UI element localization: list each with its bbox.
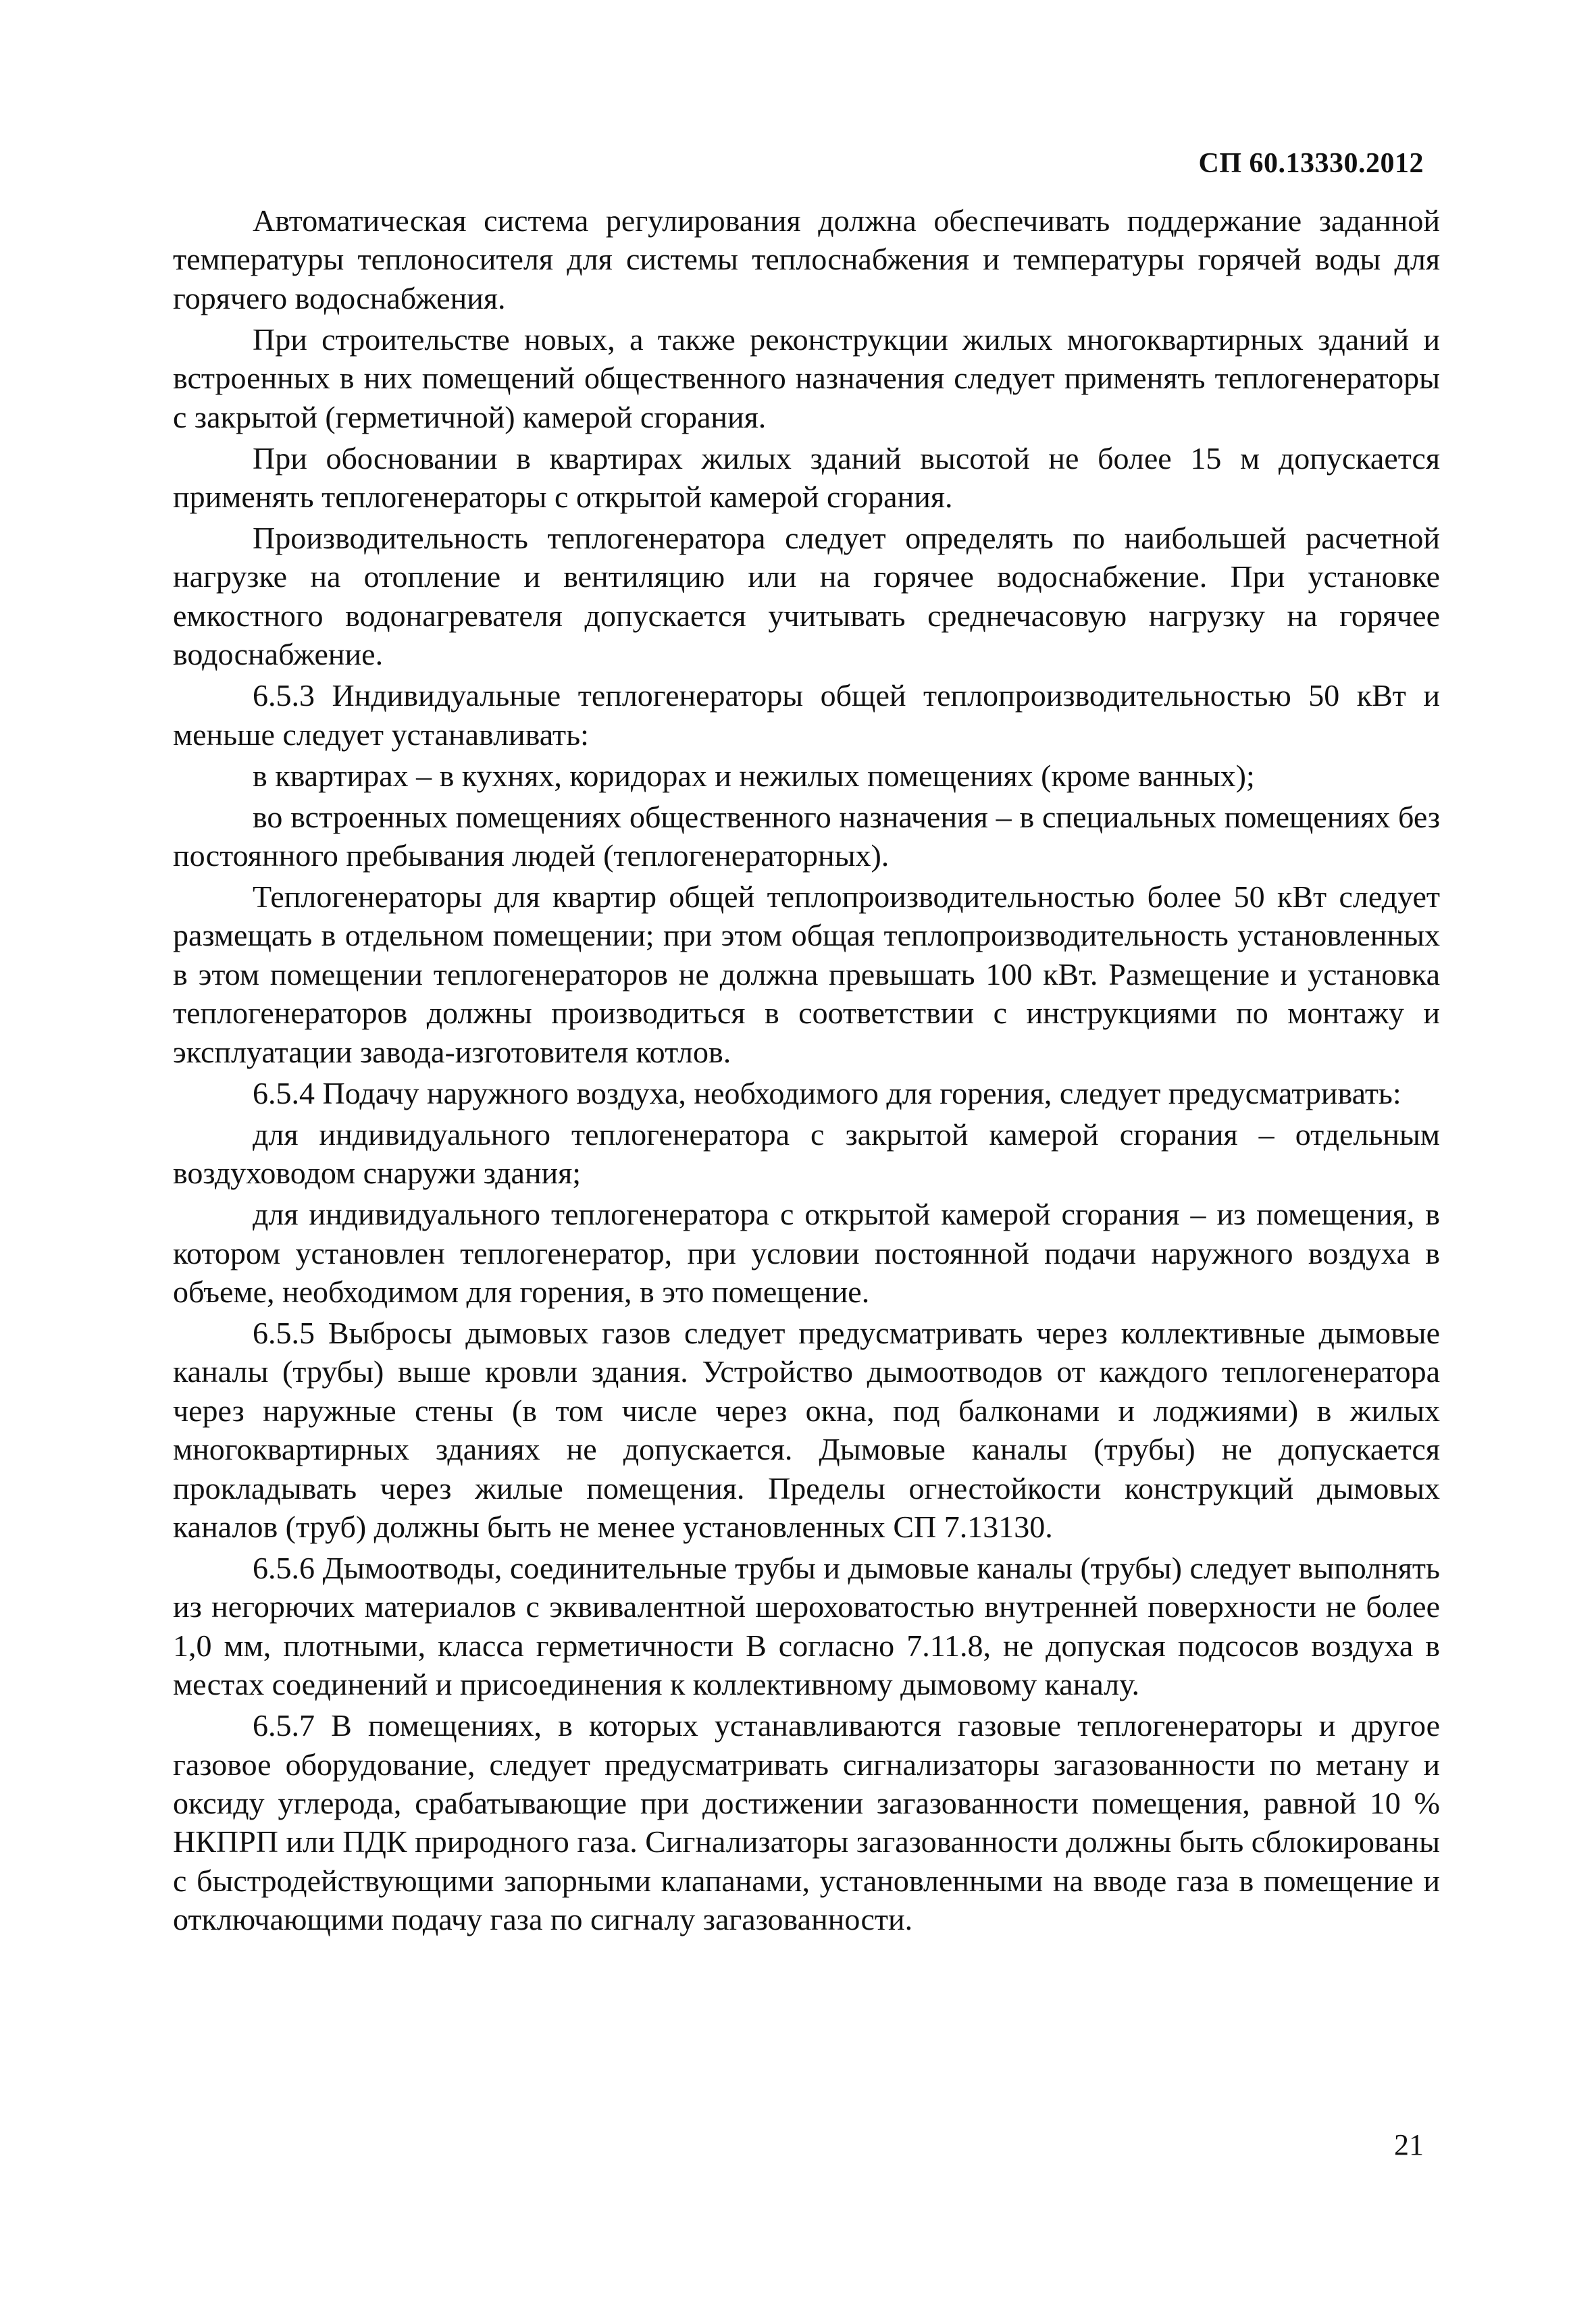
clause-6-5-3: 6.5.3 Индивидуальные теплогенераторы общей теплопроизводительностью 50 кВт и меньше следует устанавливать:: [173, 678, 1440, 752]
clause-6-5-3-public-premises: во встроенных помещениях общественного назначения – в специальных помещениях без постоянного пребывания людей (теплогенераторных).: [173, 799, 1440, 873]
clause-6-5-4-open-chamber: для индивидуального теплогенератора с открытой камерой сгорания – из помещения, в котором установлен теплогенератор, при условии постоянной подачи наружного воздуха в объеме, необходимом для горения, в это помещение.: [173, 1197, 1440, 1309]
document-body: [173, 201, 1440, 1941]
page-number: 21: [1394, 2128, 1424, 2161]
paragraph-over-50kw: Теплогенераторы для квартир общей теплопроизводительностью более 50 кВт следует размещать в отдельном помещении; при этом общая теплопроизводительность установленных в этом помещении теплогенераторов не должна превышать 100 кВт. Размещение и установка теплогенераторов должны производиться в соответствии с инструкциями по монтажу и эксплуатации завода-изготовителя котлов.: [173, 879, 1440, 1069]
paragraph-closed-chamber: При строительстве новых, а также реконструкции жилых многоквартирных зданий и встроенных в них помещений общественного назначения следует применять теплогенераторы с закрытой (герметичной) камерой сгорания.: [173, 322, 1440, 434]
paragraph-auto-regulation: Автоматическая система регулирования должна обеспечивать поддержание заданной температуры теплоносителя для системы теплоснабжения и температуры горячей воды для горячего водоснабжения.: [173, 203, 1440, 315]
paragraph-open-chamber-allowance: При обосновании в квартирах жилых зданий высотой не более 15 м допускается применять теплогенераторы с открытой камерой сгорания.: [173, 440, 1440, 515]
clause-6-5-6: 6.5.6 Дымоотводы, соединительные трубы и дымовые каналы (трубы) следует выполнять из негорючих материалов с эквивалентной шероховатостью внутренней поверхности не более 1,0 мм, плотными, класса герметичности В согласно 7.11.8, не допуская подсосов воздуха в местах соединений и присоединения к коллективному дымовому каналу.: [173, 1550, 1440, 1702]
clause-6-5-4-closed-chamber: для индивидуального теплогенератора с закрытой камерой сгорания – отдельным воздуховодом снаружи здания;: [173, 1116, 1440, 1191]
clause-6-5-4: 6.5.4 Подачу наружного воздуха, необходимого для горения, следует предусматривать:: [253, 1075, 1401, 1110]
clause-6-5-3-apartments: в квартирах – в кухнях, коридорах и нежилых помещениях (кроме ванных);: [253, 758, 1255, 793]
clause-6-5-5: 6.5.5 Выбросы дымовых газов следует предусматривать через коллективные дымовые каналы (трубы) выше кровли здания. Устройство дымоотводов от каждого теплогенератора через наружные стены (в том числе через окна, под балконами и лоджиями) в жилых многоквартирных зданиях не допускается. Дымовые каналы (трубы) не допускается прокладывать через жилые помещения. Пределы огнестойкости конструкций дымовых каналов (труб) должны быть не менее установленных СП 7.13130.: [173, 1315, 1440, 1544]
document-code-header: СП 60.13330.2012: [1198, 148, 1424, 179]
clause-6-5-7: 6.5.7 В помещениях, в которых устанавливаются газовые теплогенераторы и другое газовое оборудование, следует предусматривать сигнализаторы загазованности по метану и оксиду углерода, срабатывающие при достижении загазованности помещения, равной 10 % НКПРП или ПДК природного газа. Сигнализаторы загазованности должны быть сблокированы с быстродействующими запорными клапанами, установленными на вводе газа в помещение и отключающими подачу газа по сигналу загазованности.: [173, 1708, 1440, 1937]
paragraph-generator-capacity: Производительность теплогенератора следует определять по наибольшей расчетной нагрузке на отопление и вентиляцию или на горячее водоснабжение. При установке емкостного водонагревателя допускается учитывать среднечасовую нагрузку на горячее водоснабжение.: [173, 521, 1440, 672]
